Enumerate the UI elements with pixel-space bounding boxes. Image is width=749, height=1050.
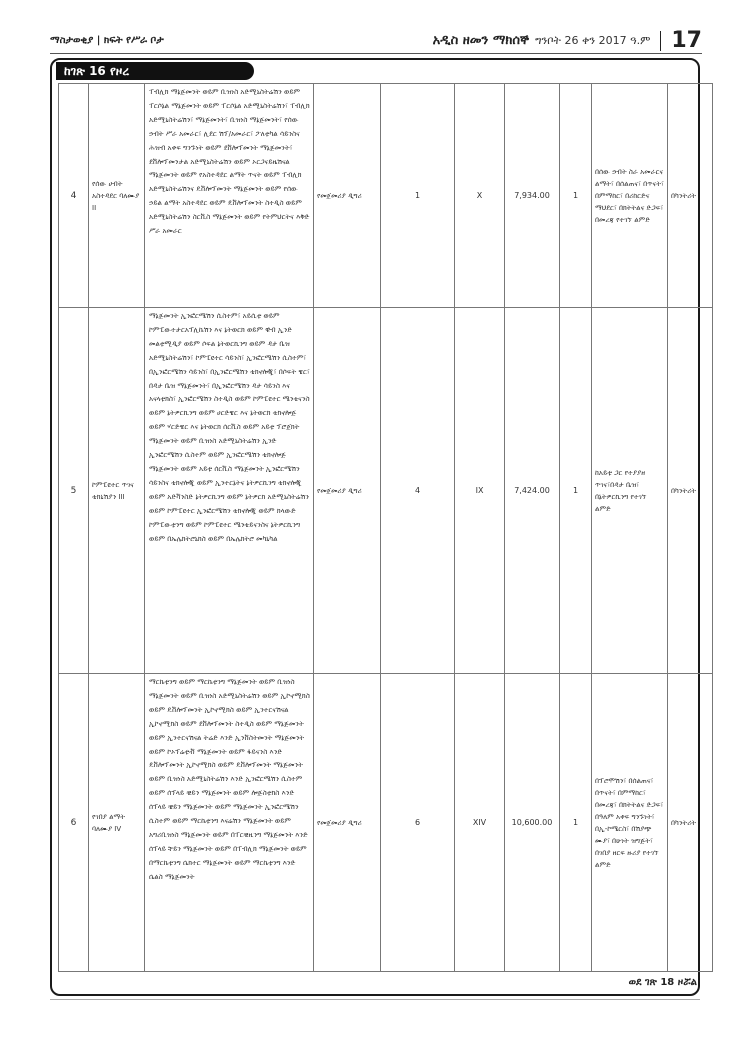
required-count: 1 — [560, 674, 592, 972]
education-field: ፐብሊክ ማኔጅመንት ወይም ቢዝነስ አድሚኒስትሬሽን ወይም ፐርሶኔል ማኔጅመንት ወይም ፐርሶኔል አድሚኒስትሬሽን፣ ፐብሊክ አድሚኒስትሬሽን፣ ማኔጅመንት፣ ቢዝነስ ማኔጅመንት፣ የሰው ኃብት ሥራ አመራር፣ ሊደር ሽፕ/አመራር፣ ፖለቲካል ሳይንስና ሕዝብ አቀፍ ግንኙነት ወይም ደቨሎፕመንት ማኔጅመንት፣ ደቨሎፕመንታል አድሚኒስትሬሽን ወይም ኦርጋናይዜሽናል ማኔጅመንት ወይም የአስተዳደር ልማት ጥናት ወይም ፐብሊክ አድሚኒስትሬሽንና ዴቨሎፕመንት ማኔጅመንት ወይም የሰው ኃይል ልማት አስተዳደር ወይም ዴቨሎፕመንት ስተዲስ ወይም አድሚኒስትሬሽን ስርቪስ ማኔጅመንት ወይም የትምህርትና እቅድ ሥራ አመራር — [145, 84, 314, 308]
footer-rule — [50, 999, 700, 1000]
education-field: ማኔጅመንት ኢንፎርሜሽን ሲስተም፣ አይሲቲ ወይም ኮምፒውተታርአፕሊኬሽን እና ኔትወርክ ወይም ዊብ ኢንድ መልቲሚዲያ ወይም ሶፍል ኔትወርኪንግ ወይም ዳታ ቤዝ አድሚኒስትሬሽን፣ ኮምፒዩተር ሳይንስ፣ ኢንፎርሜሽን ሲስተም፣ በኢንፎርሜሽን ሳይንስ፣ በኢንፎርሜሽን ቴክኖሎጂ፣ በሶፍት ዌር፣ በዳታ ቤዝ ማኔጅመንት፣ በኢንፎርሜሽን ዳታ ሳይንስ እና አናላቲክስ፣ ኢንፎርሜሽን ስተዲስ ወይም ኮምፒዩተር ሜንቴናንስ ወይም ኔትዎርኪንግ ወይም ሀርድዌር እና ኔትወርክ ቴክኖሎጅ ወይም ሃርድዌር እና ኔትወርክ ሰርቪስ ወይም አይቲ ፕሮጀክት ማኔጅመንት ወይም ቢዝነስ አድሚኒስትሬሽን ኢንድ ኢንፎርሜሽን ሲስተም ወይም ኢንፎርሜሽን ቴክኖሎጅ ማኔጅመንት ወይም አይቲ ሰርቪስ ማኔጅመንት ኢንፎርሜሽን ሳይንስና ቴክኖሎጂ ወይም ኢንተርኔትና ኔትዎርኪንግ ቴክኖሎጂ ወይም አድቫንስድ ኔትዎርኪንግ ወይም ኔትዎርክ አድሚኒስትሬሽን ወይም ኮምፒዩተር ኢንፎርሜሽን ቴክኖሎጂ ወይም ክላውድ ኮምፒውቲንግ ወይም ኮምፒዩተር ሜንቴይናንስና ኔትዎርኪንግ ወይም በኤሌክትሮኒክስ ወይም በኤሌክትሮ መካኒካል — [145, 308, 314, 674]
salary: 7,424.00 — [505, 308, 560, 674]
page-number: 17 — [671, 28, 702, 53]
required-count: 1 — [560, 308, 592, 674]
continued-to-label: ወደ ገጽ 18 ዞሯል — [628, 977, 697, 988]
experience-years: 1 — [381, 84, 455, 308]
vacancy-table — [58, 83, 713, 972]
job-grade: XIV — [455, 674, 505, 972]
table-row — [59, 674, 713, 972]
row-number: 4 — [59, 84, 89, 308]
header-divider — [660, 31, 661, 51]
header-right — [433, 28, 702, 53]
row-number: 5 — [59, 308, 89, 674]
required-count: 1 — [560, 84, 592, 308]
publication-name: አዲስ ዘመን ማክሰኞ — [432, 33, 530, 48]
salary: 10,600.00 — [505, 674, 560, 972]
education-field: ማርኬቲንግ ወይም ማርኬቲንግ ማኔጅመንት ወይም ቢዝነስ ማኔጅመንት ወይም ቢዝነስ አድሚኒስትሬሽን ወይም ኢኮኖሚክስ ወይም ዴቨሎፕመንት ኢኮኖሚክስ ወይም ኢንተርናሽናል ኢኮኖሚክስ ወይም ደቨሎፕመንት ስተዲስ ወይም ማኔጅመንት ወይም ኢንተርናሽናል ትሬድ እንድ ኢንቨስትመንት ማኔጅመንት ወይም ኮኦፕሬቲቭ ማኔጅመንት ወይም ፋይናንስ እንድ ዴቨሎፕመንት ኢኮኖሚክስ ወይም ዴቨሎፕመንት ማኔጅመንት ወይም ቢዝነስ አድሚኒስትሬሽን እንድ ኢንፎርሜሽን ሲስተም ወይም ሰፕላይ ቼይን ማኔጅመንት ወይም ሎጅስቲክስ እንድ ሰፕላይ ቼይን ማኔጅመንት ወይም ማኔጅመንት ኢንፎርሜሽን ሲስተም ወይም ማርኬቲንግ እናሬሽን ማኔጅመንት ወይም አግሪቢዝነስ ማኔጅመንት ወይም በፐርቼዚንግ ማኔጅመንት እንድ ሰፕላይ ቸይን ማኔጅመንት ወይም በፐብሊክ ማኔጅመንት ወይም በማርኬቲንግ ሴክተር ማኔጅመንት ወይም ማርኬቲንግ እንድ ሴልስ ማኔጅመንት — [145, 674, 314, 972]
job-title: የሰው ሀብት አስተዳደር ባለሙያ II — [89, 84, 145, 308]
relevant-experience: በሰው ኃብት ስራ አመራርና ልማት፣ በሰልጠና፣ በጥናት፣ በምማከር፣ በሪከርድና ማህደር፣ በክትትልና ድጋፍ፣ በመረጃ የተገኘ ልምድ — [592, 84, 668, 308]
degree-level: የመጀመሪያ ዲግሪ — [314, 674, 381, 972]
experience-years: 4 — [381, 308, 455, 674]
degree-level: የመጀመሪያ ዲግሪ — [314, 308, 381, 674]
relevant-experience: ከአይቲ ጋር የተያያዘ ጥገና፣በዳታ ቤዝ፣ በኔትዎርኪንግ የተገኘ ልምድ — [592, 308, 668, 674]
publication-date: ግንቦት 26 ቀን 2017 ዓ.ም — [535, 33, 651, 47]
relevant-experience: በፕሮሞሽን፣ በሰልጠና፣ በጥናት፣ በምማከር፣ በመረጃ፣ በክትትልና ድጋፍ፣ በዓለም አቀፍ ግንኙነት፣ በኢ-ኮሜርስ፣ በሽያጭ ሙያ፣ በሁነት ዝግጅት፣ በገበያ ዘርፍ ዙሪያ የተገኘ ልምድ — [592, 674, 668, 972]
job-grade: X — [455, 84, 505, 308]
continued-from-label: ከገጽ 16 የዞረ — [56, 62, 254, 80]
salary: 7,934.00 — [505, 84, 560, 308]
work-location: በካንትሪት — [668, 674, 713, 972]
job-title: ኮምፒዩተር ጥገና ቴክኒሽያን III — [89, 308, 145, 674]
page-header — [50, 28, 702, 52]
table-row — [59, 308, 713, 674]
header-rule — [50, 53, 702, 54]
work-location: በካንትሪት — [668, 84, 713, 308]
degree-level: የመጀመሪያ ዲግሪ — [314, 84, 381, 308]
row-number: 6 — [59, 674, 89, 972]
job-title: የገበያ ልማት ባለሙያ IV — [89, 674, 145, 972]
job-grade: IX — [455, 308, 505, 674]
experience-years: 6 — [381, 674, 455, 972]
table-row — [59, 84, 713, 308]
section-label: ማስታወቂያ | ክፍት የሥራ ቦታ — [50, 35, 164, 46]
work-location: በካንትሪት — [668, 308, 713, 674]
